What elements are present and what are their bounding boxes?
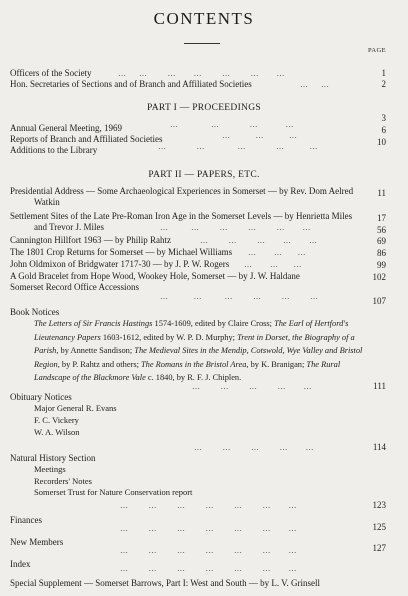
page-number: 10 [377, 137, 386, 147]
page-number: 127 [372, 543, 386, 553]
leader-dots: … … … … … … … [120, 546, 297, 555]
toc-entry-special-supplement[interactable]: Special Supplement — Somerset Barrows, Part I: West and South — by L. V. Grinsell [10, 578, 320, 588]
natural-history-item: Meetings [34, 464, 66, 474]
page-number: 69 [377, 236, 386, 246]
toc-entry-gold-bracelet[interactable]: A Gold Bracelet from Hope Wood, Wookey Hole, Somerset — by J. W. Haldane [10, 271, 300, 281]
page-number: 86 [377, 248, 386, 258]
toc-entry-presidential-address[interactable]: Presidential Address — Some Archaeological Experiences in Somerset — by Rev. Dom Aelred [10, 186, 354, 196]
toc-entry-crop-returns[interactable]: The 1801 Crop Returns for Somerset — by Michael Williams [10, 247, 233, 257]
toc-entry-agm[interactable]: Annual General Meeting, 1969 [10, 123, 122, 133]
leader-dots: … … … … … [194, 443, 314, 452]
page-number: 102 [372, 272, 386, 282]
leader-dots: … … … … … [192, 382, 312, 391]
toc-entry-continuation: Watkin [34, 197, 60, 207]
obituary-name: W. A. Wilson [34, 427, 80, 437]
page-number: 114 [372, 442, 386, 452]
page-number: 123 [372, 500, 386, 510]
leader-dots: … … … [244, 260, 302, 269]
toc-entry-oldmixon[interactable]: John Oldmixon of Bridgwater 1717-30 — by J. P. W. Rogers [10, 259, 230, 269]
leader-dots: … … … … … … … [120, 564, 297, 573]
page-number: 11 [377, 188, 386, 198]
page-number: 111 [373, 381, 386, 391]
leader-dots: … … … … … … [160, 292, 319, 301]
toc-entry-natural-history[interactable]: Natural History Section [10, 453, 96, 463]
toc-entry-settlement-sites[interactable]: Settlement Sites of the Late Pre-Roman Iron Age in the Somerset Levels — by Henrietta Miles [10, 211, 353, 221]
book-notices-list: The Letters of Sir Francis Hastings 1574-1609, edited by Claire Cross; The Earl of Hertford's Lieutenancy Papers 1603-1612, edited by W. P. D. Murphy; Trent in Dorset, the Biography of a Parish, by Annette Sandison; The Medieval Sites in the Mendip, Cotswold, Wye Valley and Bristol Region, by P. Rahtz and others; The Romans in the Bristol Area, by K. Branigan; The Rural Landscape of the Blackmore Vale c. 1840, by R. F. J. Chiplen. [34, 319, 363, 382]
leader-dots: … … … … … … … [118, 69, 285, 78]
natural-history-item: Somerset Trust for Nature Conservation report [34, 487, 193, 497]
toc-entry-book-notices[interactable]: Book Notices [10, 307, 60, 317]
page-number: 56 [377, 225, 386, 235]
leader-dots: … … … … … … [160, 223, 311, 232]
obituary-name: Major General R. Evans [34, 403, 117, 413]
page-number: 107 [372, 296, 386, 306]
page-number: 125 [372, 522, 386, 532]
leader-dots: … … [300, 80, 330, 89]
toc-entry-cannington[interactable]: Cannington Hillfort 1963 — by Philip Rahtz [10, 235, 171, 245]
page-title: CONTENTS [153, 9, 255, 28]
toc-entry-new-members[interactable]: New Members [10, 537, 64, 547]
page-number: 99 [377, 260, 386, 270]
page-number: 2 [381, 79, 386, 89]
toc-entry-hon-secretaries[interactable]: Hon. Secretaries of Sections and of Branch and Affiliated Societies [10, 79, 252, 89]
leader-dots: … … … … … [200, 236, 318, 245]
toc-entry-reports[interactable]: Reports of Branch and Affiliated Societies [10, 134, 163, 144]
title-rule [184, 43, 220, 44]
page-column-label: PAGE [368, 47, 386, 54]
leader-dots: … … … … … … … [120, 501, 297, 510]
toc-entry-obituary[interactable]: Obituary Notices [10, 392, 72, 402]
leader-dots: … … … … [170, 120, 294, 129]
toc-entry-continuation: and Trevor J. Miles [34, 222, 105, 232]
page-number: 17 [377, 213, 386, 223]
toc-entry-officers[interactable]: Officers of the Society [10, 68, 92, 78]
page-number: 1 [381, 68, 386, 78]
page-number: 3 [381, 113, 386, 123]
leader-dots: … … … … … [158, 142, 318, 151]
natural-history-item: Recorders' Notes [34, 476, 92, 486]
section-heading-part1: PART I — PROCEEDINGS [147, 103, 261, 113]
toc-entry-library[interactable]: Additions to the Library [10, 145, 98, 155]
toc-entry-finances[interactable]: Finances [10, 515, 42, 525]
section-heading-part2: PART II — PAPERS, ETC. [148, 170, 260, 180]
page-number: 6 [381, 125, 386, 135]
leader-dots: … … … … … … … [120, 524, 297, 533]
leader-dots: … … … [248, 248, 306, 257]
toc-entry-index[interactable]: Index [10, 559, 31, 569]
toc-entry-record-office[interactable]: Somerset Record Office Accessions [10, 282, 140, 292]
leader-dots: … … … [222, 131, 298, 140]
obituary-name: F. C. Vickery [34, 415, 79, 425]
